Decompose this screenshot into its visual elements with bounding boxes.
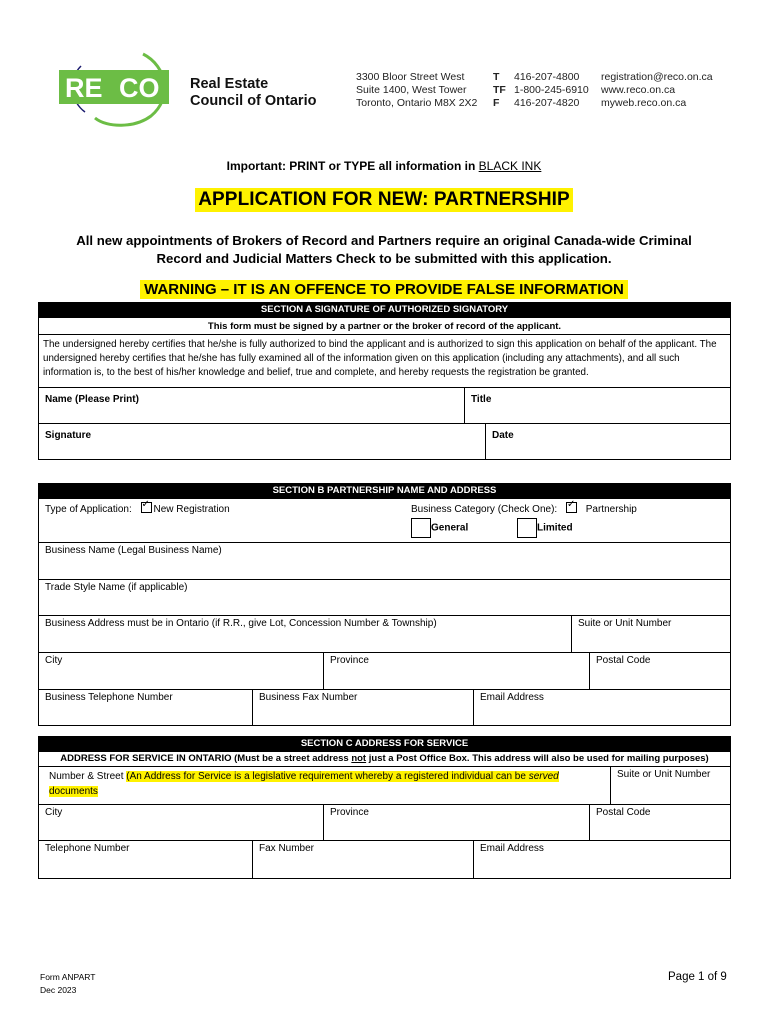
section-b — [38, 483, 731, 726]
name-label: Name (Please Print) — [45, 394, 139, 405]
service-email-label: Email Address — [480, 843, 544, 854]
website-link[interactable]: www.reco.on.ca — [601, 84, 676, 96]
org-name: Real Estate Council of Ontario — [190, 76, 317, 109]
trade-style-label: Trade Style Name (if applicable) — [45, 582, 188, 593]
service-city-field[interactable] — [39, 805, 324, 840]
number-street-field[interactable] — [39, 767, 611, 804]
postal-code-label: Postal Code — [596, 655, 651, 666]
reco-logo — [55, 46, 175, 128]
business-address-field[interactable] — [39, 616, 572, 652]
page-title: APPLICATION FOR NEW: PARTNERSHIP — [195, 188, 573, 212]
service-province-label: Province — [330, 807, 369, 818]
service-phone-label: Telephone Number — [45, 843, 130, 854]
province-field[interactable] — [323, 653, 590, 689]
myweb-link[interactable]: myweb.reco.on.ca — [601, 97, 687, 109]
section-a-heading: SECTION A SIGNATURE OF AUTHORIZED SIGNATORY — [39, 303, 730, 317]
business-address-label: Business Address must be in Ontario (if R.R., give Lot, Concession Number & Township) — [45, 618, 437, 629]
type-of-application — [39, 499, 399, 542]
warning-banner: WARNING – IT IS AN OFFENCE TO PROVIDE FALSE INFORMATION — [140, 280, 628, 299]
svg-text:CO: CO — [119, 73, 160, 103]
service-suite-field[interactable] — [610, 767, 730, 804]
name-field[interactable] — [39, 388, 465, 423]
title-field[interactable] — [464, 388, 730, 423]
section-c — [38, 736, 731, 879]
partnership-label: Partnership — [585, 504, 637, 515]
org-web — [601, 71, 713, 110]
org-phones: 416-207-4800 1-800-245-6910 416-207-4820 — [514, 71, 589, 109]
service-email-field[interactable] — [473, 841, 730, 878]
intro-text: All new appointments of Brokers of Record and Partners require an original Canada-wide Criminal Record and Judicial Matters Check to be submitted with this application. — [76, 233, 692, 266]
partnership-checkbox[interactable] — [566, 502, 577, 513]
business-fax-label: Business Fax Number — [259, 692, 358, 703]
limited-checkbox[interactable] — [517, 518, 537, 538]
city-field[interactable] — [39, 653, 324, 689]
general-checkbox[interactable] — [411, 518, 431, 538]
service-province-field[interactable] — [323, 805, 590, 840]
certification-text: The undersigned hereby certifies that he/she is fully authorized to bind the applicant and is authorized to sign this application on behalf of the applicant. The undersigned hereby certifies that he/she has fully examined all of the information given on this application (including any attachments), and all such information is, to the best of his/her knowledge and belief, true and complete, and hereby requests the registration be granted. — [43, 339, 717, 378]
postal-code-field[interactable] — [589, 653, 730, 689]
suite-label: Suite or Unit Number — [578, 618, 672, 629]
service-phone-field[interactable] — [39, 841, 253, 878]
form-id: Form ANPART Dec 2023 — [40, 972, 96, 995]
service-fax-label: Fax Number — [259, 843, 315, 854]
section-a-note: This form must be signed by a partner or the broker of record of the applicant. — [207, 321, 562, 332]
business-name-label: Business Name (Legal Business Name) — [45, 545, 222, 556]
new-registration-checkbox[interactable] — [141, 502, 152, 513]
trade-style-field[interactable] — [39, 580, 730, 615]
service-city-label: City — [45, 807, 63, 818]
business-category — [405, 499, 730, 542]
business-fax-field[interactable] — [252, 690, 474, 725]
category-label: Business Category (Check One): — [411, 504, 558, 515]
business-name-field[interactable] — [39, 543, 730, 579]
business-phone-label: Business Telephone Number — [45, 692, 173, 703]
city-label: City — [45, 655, 63, 666]
number-street-label: Number & Street — [49, 771, 127, 782]
general-label: General — [431, 522, 469, 534]
phone-type-codes: T TF F — [493, 71, 506, 109]
province-label: Province — [330, 655, 369, 666]
section-a — [38, 302, 731, 460]
service-postal-code-field[interactable] — [589, 805, 730, 840]
service-fax-field[interactable] — [252, 841, 474, 878]
limited-label: Limited — [537, 522, 573, 534]
service-suite-label: Suite or Unit Number — [617, 769, 711, 780]
section-b-heading: SECTION B PARTNERSHIP NAME AND ADDRESS — [39, 484, 730, 498]
new-registration-label: New Registration — [153, 504, 230, 515]
type-label: Type of Application: — [45, 504, 132, 515]
service-note: (An Address for Service is a legislative requirement whereby a registered individual can be served documents — [49, 771, 559, 797]
section-c-heading: SECTION C ADDRESS FOR SERVICE — [39, 737, 730, 751]
important-note: Important: PRINT or TYPE all information in BLACK INK — [226, 159, 542, 173]
page-number: Page 1 of 9 — [668, 971, 727, 983]
signature-field[interactable] — [39, 424, 486, 459]
signature-label: Signature — [45, 430, 92, 441]
service-postal-code-label: Postal Code — [596, 807, 651, 818]
date-field[interactable] — [485, 424, 730, 459]
title-label: Title — [471, 394, 492, 405]
business-email-field[interactable] — [473, 690, 730, 725]
suite-field[interactable] — [571, 616, 730, 652]
svg-text:RE: RE — [65, 73, 103, 103]
business-email-label: Email Address — [480, 692, 544, 703]
date-label: Date — [492, 430, 514, 441]
section-c-note: ADDRESS FOR SERVICE IN ONTARIO (Must be a street address not just a Post Office Box. This address will also be used for mailing purposes) — [60, 753, 709, 764]
email-link[interactable]: registration@reco.on.ca — [601, 71, 713, 83]
business-phone-field[interactable] — [39, 690, 253, 725]
org-address: 3300 Bloor Street West Suite 1400, West Tower Toronto, Ontario M8X 2X2 — [356, 71, 478, 109]
